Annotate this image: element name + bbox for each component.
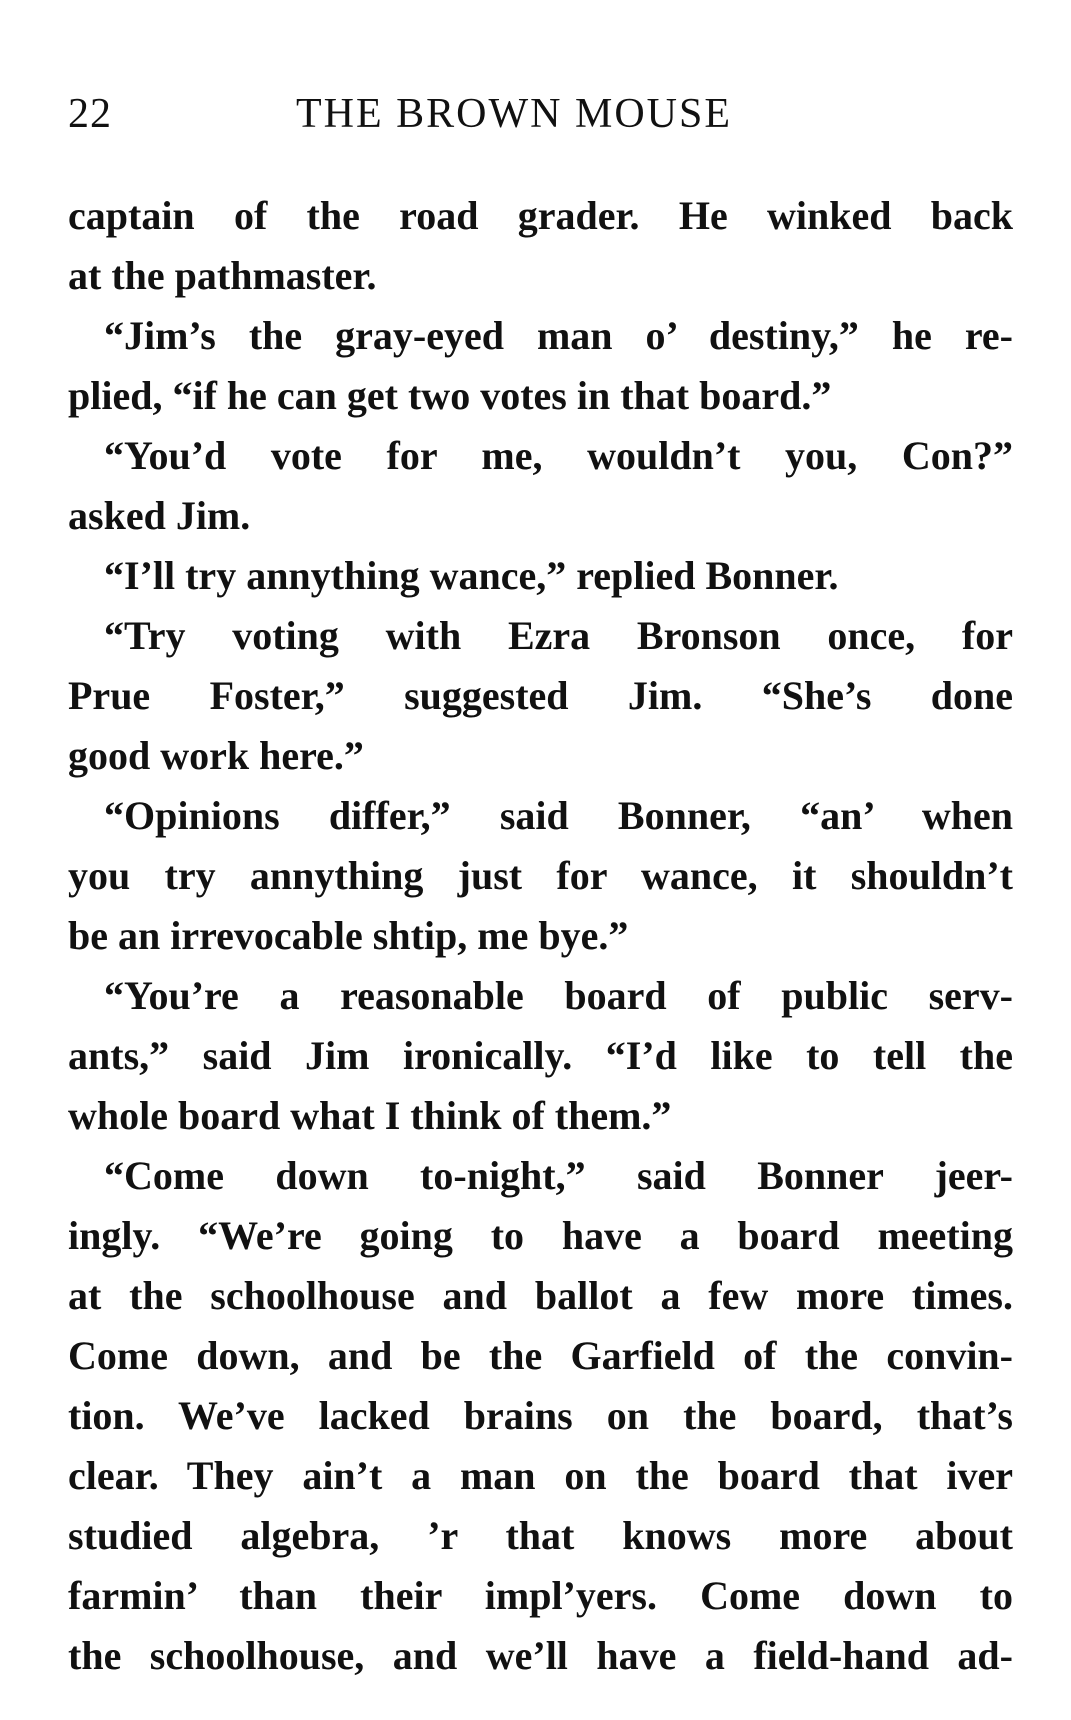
text-line: Come down, and be the Garfield of the convin- [68,1333,1013,1378]
text-line: clear. They ain’t a man on the board that iver [68,1453,1013,1498]
text-line: whole board what I think of them.” [68,1093,672,1138]
text-line: captain of the road grader. He winked back [68,193,1013,238]
text-line: ants,” said Jim ironically. “I’d like to tell the [68,1033,1013,1078]
text-line: at the pathmaster. [68,253,377,298]
text-line: “Come down to-night,” said Bonner jeer- [104,1153,1013,1198]
page-number: 22 [68,91,112,137]
text-line: be an irrevocable shtip, me bye.” [68,913,629,958]
running-head [68,84,1013,144]
book-title: THE BROWN MOUSE [296,91,732,137]
text-line: “Opinions differ,” said Bonner, “an’ when [104,793,1013,838]
text-line: Prue Foster,” suggested Jim. “She’s done [68,673,1013,718]
text-line: “You’d vote for me, wouldn’t you, Con?” [104,433,1013,478]
text-line: studied algebra, ’r that knows more about [68,1513,1013,1558]
text-line: at the schoolhouse and ballot a few more times. [68,1273,1013,1318]
text-line: “You’re a reasonable board of public serv- [104,973,1013,1018]
text-line: “Jim’s the gray-eyed man o’ destiny,” he re- [104,313,1013,358]
text-line: “Try voting with Ezra Bronson once, for [104,613,1013,658]
text-line: you try annything just for wance, it shouldn’t [68,853,1013,898]
text-line: good work here.” [68,733,364,778]
text-line: farmin’ than their impl’yers. Come down to [68,1573,1013,1618]
text-line: the schoolhouse, and we’ll have a field-hand ad- [68,1633,1013,1678]
text-line: ingly. “We’re going to have a board meeting [68,1213,1013,1258]
text-line: asked Jim. [68,493,251,538]
text-line: plied, “if he can get two votes in that board.” [68,373,832,418]
body-text [68,186,1013,1686]
text-line: tion. We’ve lacked brains on the board, that’s [68,1393,1013,1438]
text-line: “I’ll try annything wance,” replied Bonner. [104,553,839,598]
